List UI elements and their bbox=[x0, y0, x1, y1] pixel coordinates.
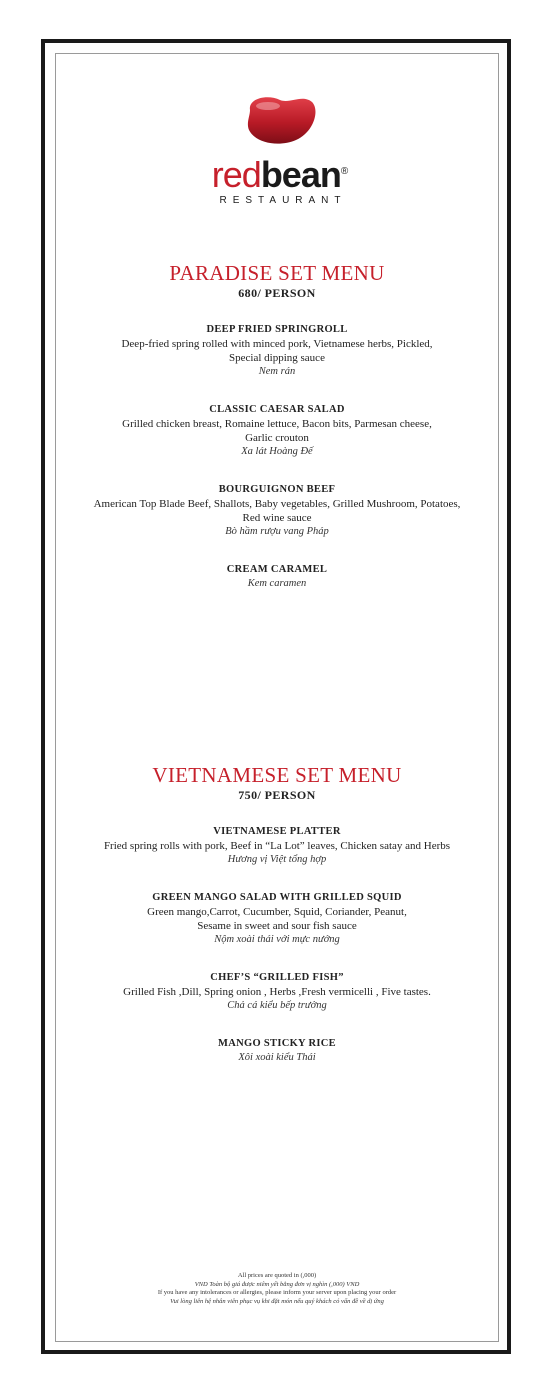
dish-name: VIETNAMESE PLATTER bbox=[213, 826, 341, 837]
section-title: PARADISE SET MENU bbox=[169, 261, 385, 285]
brand-dark-text: bean bbox=[260, 154, 341, 195]
dish-description: Grilled Fish ,Dill, Spring onion , Herbs ,Fresh vermicelli , Five tastes. bbox=[123, 986, 431, 998]
section-price: 750/ PERSON bbox=[238, 788, 316, 802]
section-price: 680/ PERSON bbox=[238, 286, 316, 300]
vietnamese-set-menu bbox=[55, 764, 499, 1065]
section-title: VIETNAMESE SET MENU bbox=[152, 763, 402, 787]
dish-vietnamese-name: Hương vị Việt tổng hợp bbox=[227, 854, 327, 865]
dish-name: CLASSIC CAESAR SALAD bbox=[209, 404, 345, 415]
menu-item bbox=[55, 971, 499, 1013]
dish-description: Special dipping sauce bbox=[229, 352, 325, 364]
dish-vietnamese-name: Bò hầm rượu vang Pháp bbox=[225, 526, 329, 537]
footer-allergy-note: If you have any intolerances or allergies, please inform your server upon placing your order bbox=[157, 1289, 397, 1296]
dish-name: GREEN MANGO SALAD WITH GRILLED SQUID bbox=[152, 892, 402, 903]
dish-vietnamese-name: Xa lát Hoàng Đế bbox=[241, 446, 313, 457]
dish-description: American Top Blade Beef, Shallots, Baby vegetables, Grilled Mushroom, Potatoes, bbox=[93, 498, 461, 510]
dish-vietnamese-name: Nộm xoài thái với mực nướng bbox=[214, 934, 340, 945]
dish-name: CHEF’S “GRILLED FISH” bbox=[210, 972, 344, 983]
registered-mark: ® bbox=[340, 166, 349, 177]
footer-price-note: All prices are quoted in (,000) bbox=[237, 1272, 317, 1279]
menu-footer bbox=[55, 1272, 499, 1306]
menu-item bbox=[55, 563, 499, 591]
dish-description: Green mango,Carrot, Cucumber, Squid, Coriander, Peanut, bbox=[147, 906, 407, 918]
dish-description: Garlic crouton bbox=[245, 432, 309, 444]
inner-frame bbox=[55, 53, 499, 1342]
dish-name: DEEP FRIED SPRINGROLL bbox=[206, 324, 348, 335]
red-bean-logo-icon bbox=[240, 92, 320, 148]
dish-name: BOURGUIGNON BEEF bbox=[218, 484, 336, 495]
paradise-set-menu bbox=[55, 262, 499, 591]
footer-price-note-vn: VND Toàn bộ giá được niêm yết bằng đơn vị nghìn (,000) VND bbox=[194, 1280, 360, 1288]
dish-description: Fried spring rolls with pork, Beef in “La Lot” leaves, Chicken satay and Herbs bbox=[103, 840, 451, 852]
menu-item bbox=[55, 825, 499, 867]
footer-allergy-note-vn: Vui lòng liên hệ nhân viên phục vụ khi đặt món nếu quý khách có vấn đề về dị ứng bbox=[170, 1297, 384, 1305]
dish-name: MANGO STICKY RICE bbox=[218, 1038, 336, 1049]
dish-vietnamese-name: Chả cá kiểu bếp trưởng bbox=[227, 1000, 327, 1011]
dish-vietnamese-name: Nem rán bbox=[258, 366, 296, 377]
dish-description: Grilled chicken breast, Romaine lettuce, Bacon bits, Parmesan cheese, bbox=[122, 418, 432, 430]
dish-name: CREAM CARAMEL bbox=[226, 564, 328, 575]
dish-vietnamese-name: Xôi xoài kiểu Thái bbox=[238, 1052, 316, 1063]
dish-description: Deep-fried spring rolled with minced pork, Vietnamese herbs, Pickled, bbox=[121, 338, 433, 350]
menu-item bbox=[55, 891, 499, 947]
restaurant-logo bbox=[0, 92, 560, 206]
dish-description: Red wine sauce bbox=[242, 512, 312, 524]
brand-red-text: red bbox=[211, 154, 261, 195]
brand-tagline: RESTAURANT bbox=[219, 195, 347, 206]
menu-item bbox=[55, 483, 499, 539]
dish-vietnamese-name: Kem caramen bbox=[247, 578, 307, 589]
dish-description: Sesame in sweet and sour fish sauce bbox=[197, 920, 357, 932]
brand-name bbox=[0, 154, 560, 193]
menu-item bbox=[55, 403, 499, 459]
menu-item bbox=[55, 323, 499, 379]
menu-item bbox=[55, 1037, 499, 1065]
